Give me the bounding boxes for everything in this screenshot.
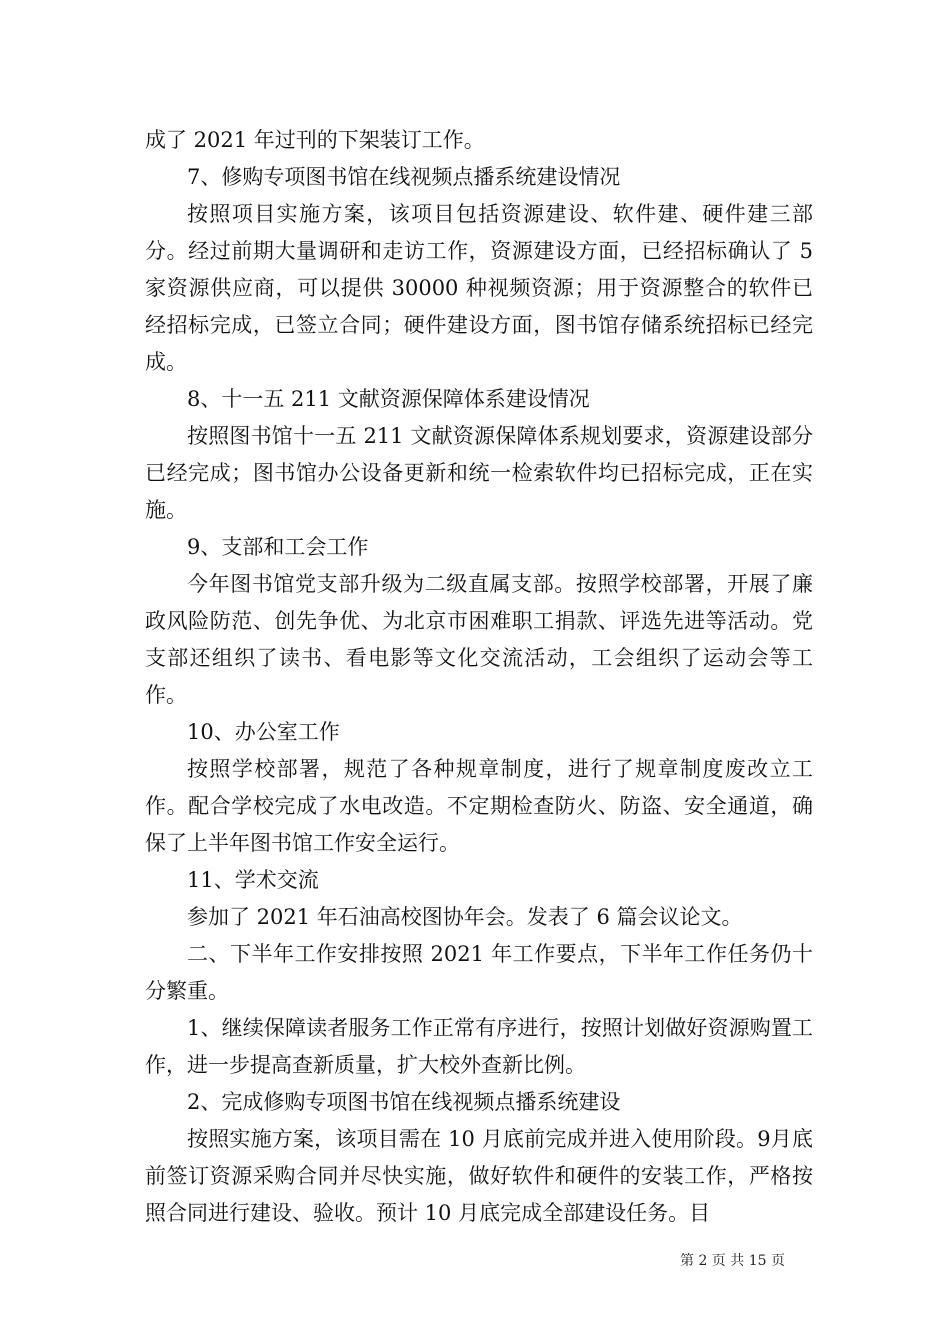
section-heading: 7、修购专项图书馆在线视频点播系统建设情况 — [187, 165, 621, 189]
section-heading: 二、下半年工作安排按照 2021 年工作要点，下半年工作任务仍十分繁重。 — [145, 942, 813, 1003]
section-heading: 2、完成修购专项图书馆在线视频点播系统建设 — [187, 1090, 621, 1114]
paragraph: 参加了 2021 年石油高校图协年会。发表了 6 篇会议论文。 — [187, 905, 743, 929]
paragraph: 按照项目实施方案，该项目包括资源建设、软件建、硬件建三部分。经过前期大量调研和走访工作，资源建设方面，已经招标确认了 5 家资源供应商，可以提供 30000 种视频资源；用于资源整合的软件已经招标完成，已签立合同；硬件建设方面，图书馆存储系统招标已经完成。 — [145, 202, 813, 374]
document-body — [145, 122, 813, 1232]
paragraph: 按照图书馆十一五 211 文献资源保障体系规划要求，资源建设部分已经完成；图书馆办公设备更新和统一检索软件均已招标完成，正在实施。 — [145, 424, 813, 522]
paragraph: 按照学校部署，规范了各种规章制度，进行了规章制度废改立工作。配合学校完成了水电改造。不定期检查防火、防盗、安全通道，确保了上半年图书馆工作安全运行。 — [145, 757, 813, 855]
page-number: 第 2 页 共 15 页 — [680, 1253, 785, 1269]
section-heading: 11、学术交流 — [187, 868, 319, 892]
paragraph: 成了 2021 年过刊的下架装订工作。 — [145, 128, 485, 152]
paragraph: 今年图书馆党支部升级为二级直属支部。按照学校部署，开展了廉政风险防范、创先争优、为北京市困难职工捐款、评选先进等活动。党支部还组织了读书、看电影等文化交流活动，工会组织了运动会等工作。 — [145, 572, 813, 707]
section-heading: 9、支部和工会工作 — [187, 535, 369, 559]
paragraph: 按照实施方案，该项目需在 10 月底前完成并进入使用阶段。9月底前签订资源采购合同并尽快实施，做好软件和硬件的安装工作，严格按照合同进行建设、验收。预计 10 月底完成全部建设任务。目 — [145, 1127, 813, 1225]
section-heading: 8、十一五 211 文献资源保障体系建设情况 — [187, 387, 590, 411]
paragraph: 1、继续保障读者服务工作正常有序进行，按照计划做好资源购置工作，进一步提高查新质量，扩大校外查新比例。 — [145, 1016, 813, 1077]
section-heading: 10、办公室工作 — [187, 720, 340, 744]
